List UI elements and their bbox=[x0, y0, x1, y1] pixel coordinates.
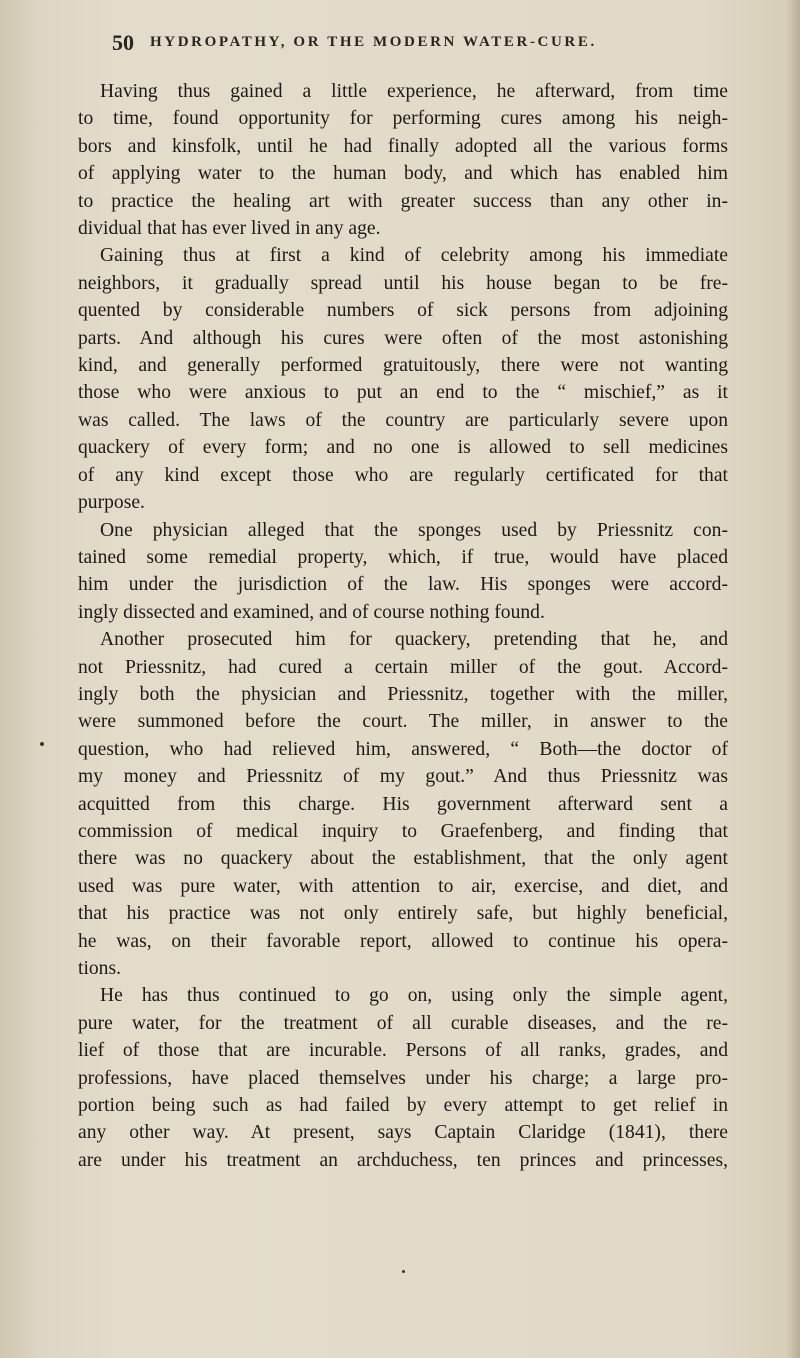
text-line: parts. And although his cures were often of the most astonishing bbox=[78, 327, 728, 349]
text-line: there was no quackery about the establishment, that the only agent bbox=[78, 848, 728, 870]
text-line: dividual that has ever lived in any age. bbox=[78, 218, 381, 240]
text-line: portion being such as had failed by every attempt to get relief in bbox=[78, 1095, 728, 1117]
page-number: 50 bbox=[112, 30, 134, 55]
ink-speck bbox=[402, 1270, 405, 1273]
text-line: One physician alleged that the sponges used by Priessnitz con- bbox=[100, 519, 728, 541]
ink-speck bbox=[40, 742, 44, 746]
text-line: ingly dissected and examined, and of course nothing found. bbox=[78, 601, 545, 623]
text-line: those who were anxious to put an end to the “ mischief,” as it bbox=[78, 382, 728, 404]
text-line: my money and Priessnitz of my gout.” And thus Priessnitz was bbox=[78, 766, 728, 788]
text-line: purpose. bbox=[78, 492, 145, 514]
text-line: tions. bbox=[78, 958, 122, 979]
text-line: Another prosecuted him for quackery, pretending that he, and bbox=[100, 629, 728, 651]
text-line: bors and kinsfolk, until he had finally adopted all the various forms bbox=[78, 135, 728, 157]
text-line: commission of medical inquiry to Graefenberg, and finding that bbox=[78, 820, 728, 842]
page-header bbox=[112, 30, 712, 56]
text-line: not Priessnitz, had cured a certain miller of the gout. Accord- bbox=[78, 656, 728, 678]
text-line: quented by considerable numbers of sick persons from adjoining bbox=[78, 300, 728, 322]
text-line: ingly both the physician and Priessnitz, together with the miller, bbox=[78, 683, 728, 705]
text-line: that his practice was not only entirely safe, but highly beneficial, bbox=[78, 903, 728, 925]
text-line: lief of those that are incurable. Persons of all ranks, grades, and bbox=[78, 1040, 728, 1062]
text-line: kind, and generally performed gratuitously, there were not wanting bbox=[78, 355, 728, 377]
body-text bbox=[78, 78, 728, 1174]
running-head: HYDROPATHY, OR THE MODERN WATER-CURE. bbox=[150, 34, 597, 50]
text-line: was called. The laws of the country are particularly severe upon bbox=[78, 409, 728, 431]
text-line: used was pure water, with attention to air, exercise, and diet, and bbox=[78, 875, 728, 897]
text-line: to practice the healing art with greater success than any other in- bbox=[78, 190, 728, 212]
text-line: Having thus gained a little experience, he afterward, from time bbox=[100, 81, 728, 102]
text-line: are under his treatment an archduchess, ten princes and princesses, bbox=[78, 1149, 728, 1171]
text-line: were summoned before the court. The miller, in answer to the bbox=[78, 711, 728, 733]
text-line: neighbors, it gradually spread until his house began to be fre- bbox=[78, 272, 728, 294]
text-line: to time, found opportunity for performing cures among his neigh- bbox=[78, 108, 728, 130]
text-line: acquitted from this charge. His government afterward sent a bbox=[78, 793, 728, 815]
text-line: question, who had relieved him, answered, “ Both—the doctor of bbox=[78, 738, 728, 760]
text-line: professions, have placed themselves under his charge; a large pro- bbox=[78, 1067, 728, 1089]
page-edge-shadow bbox=[786, 0, 800, 1358]
text-line: pure water, for the treatment of all curable diseases, and the re- bbox=[78, 1012, 728, 1034]
text-line: He has thus continued to go on, using only the simple agent, bbox=[100, 985, 728, 1007]
text-line: quackery of every form; and no one is allowed to sell medicines bbox=[78, 437, 728, 459]
text-line: of applying water to the human body, and which has enabled him bbox=[78, 163, 728, 185]
text-line: Gaining thus at first a kind of celebrity among his immediate bbox=[100, 245, 728, 267]
text-line: he was, on their favorable report, allowed to continue his opera- bbox=[78, 930, 728, 952]
text-line: tained some remedial property, which, if true, would have placed bbox=[78, 546, 728, 568]
text-line: any other way. At present, says Captain Claridge (1841), there bbox=[78, 1122, 728, 1144]
text-line: of any kind except those who are regularly certificated for that bbox=[78, 464, 728, 486]
text-line: him under the jurisdiction of the law. His sponges were accord- bbox=[78, 574, 728, 596]
